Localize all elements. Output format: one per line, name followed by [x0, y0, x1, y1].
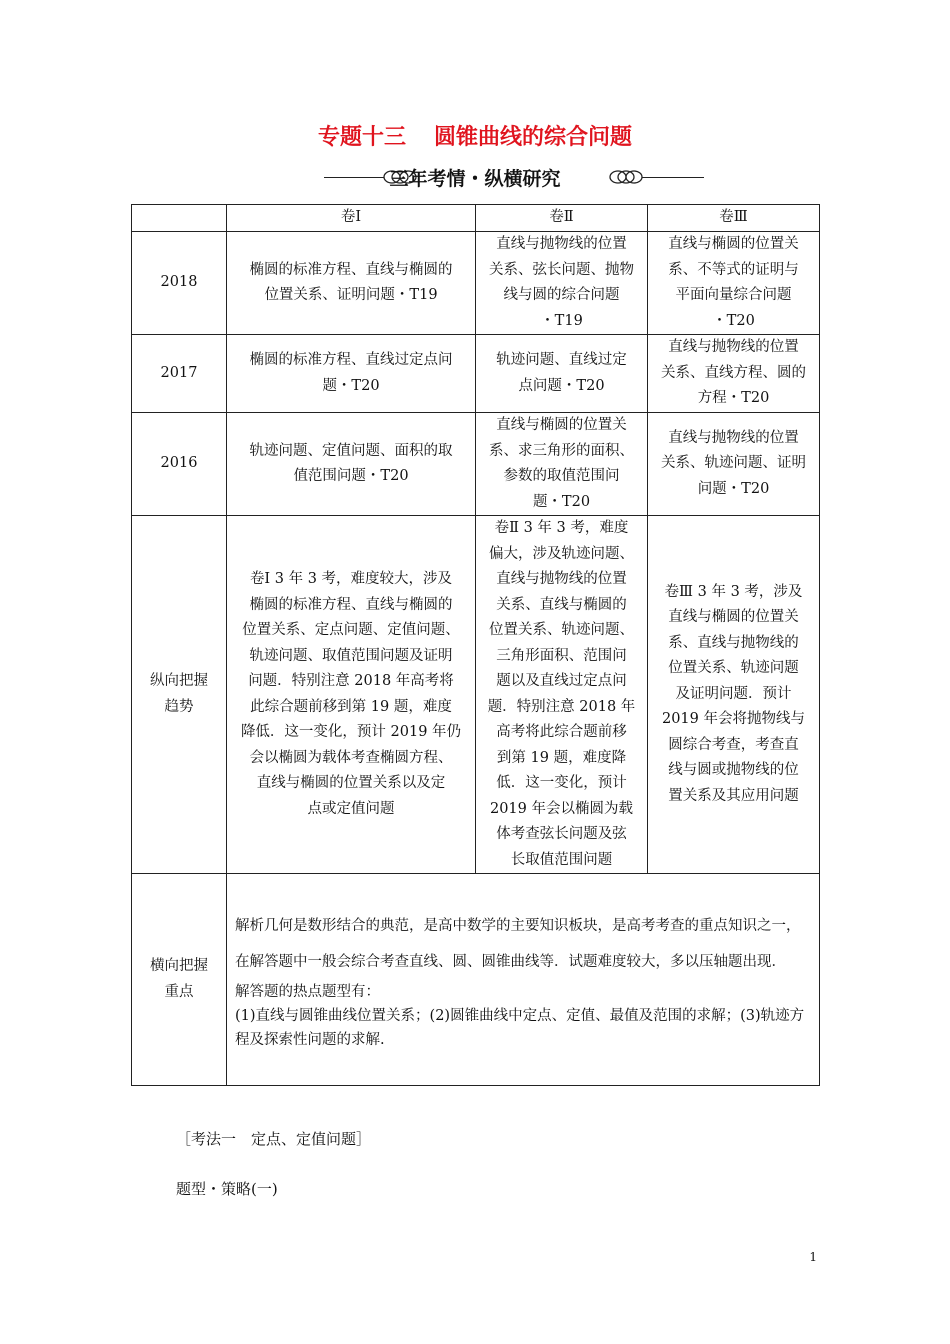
paper3-cell: 直线与抛物线的位置 关系、直线方程、圆的 方程・T20 — [648, 335, 820, 413]
trend-paper3-cell: 卷Ⅲ 3 年 3 考，涉及 直线与椭圆的位置关 系、直线与抛物线的 位置关系、轨迹问题 及证明问题．预计 2019 年会将抛物线与 圆综合考查，考查直 线与圆或抛物线的位 置关系及其应用问题 — [648, 516, 820, 874]
banner-right-rule — [642, 177, 704, 178]
header-cell-paper3: 卷Ⅲ — [648, 205, 820, 232]
header-cell-paper2: 卷Ⅱ — [476, 205, 648, 232]
section-banner — [0, 162, 950, 192]
section-heading: ［考法一 定点、定值问题］ — [176, 1130, 372, 1148]
banner-text: 三年考情・纵横研究 — [389, 168, 561, 190]
title-part1: 专题十三 — [317, 125, 406, 150]
banner-right-ornament-icon — [608, 169, 644, 185]
header-cell-empty — [132, 205, 227, 232]
trend-label-cell: 纵向把握 趋势 — [132, 516, 227, 874]
trend-paper1-cell: 卷Ⅰ 3 年 3 考，难度较大，涉及 椭圆的标准方程、直线与椭圆的 位置关系、定点问题、定值问题、 轨迹问题、取值范围问题及证明 问题．特别注意 2018 年高考将 此综合题前移到第 19 题，难度 降低．这一变化，预计 2019 年仍 会以椭圆为载体考查椭圆方程、 直线与椭圆的位置关系以及定 点或定值问题 — [227, 516, 476, 874]
sub-heading: 题型・策略(一) — [176, 1180, 278, 1198]
table-header-row — [132, 205, 820, 232]
title-part2: 圆锥曲线的综合问题 — [434, 125, 633, 150]
table-row — [132, 335, 820, 413]
paper2-cell: 直线与椭圆的位置关 系、求三角形的面积、 参数的取值范围问 题・T20 — [476, 413, 648, 516]
trend-row — [132, 516, 820, 874]
paper1-cell: 椭圆的标准方程、直线过定点问 题・T20 — [227, 335, 476, 413]
focus-paragraph-3: (1)直线与圆锥曲线位置关系；(2)圆锥曲线中定点、定值、最值及范围的求解；(3)轨迹方程及探索性问题的求解. — [235, 1007, 805, 1048]
focus-row — [132, 874, 820, 1086]
paper3-cell: 直线与抛物线的位置 关系、轨迹问题、证明 问题・T20 — [648, 413, 820, 516]
paper2-cell: 轨迹问题、直线过定 点问题・T20 — [476, 335, 648, 413]
focus-paragraph-1: 解析几何是数形结合的典范，是高中数学的主要知识板块，是高考考查的重点知识之一，在解答题中一般会综合考查直线、圆、圆锥曲线等．试题难度较大，多以压轴题出现． — [235, 917, 801, 970]
header-cell-paper1: 卷Ⅰ — [227, 205, 476, 232]
focus-content-cell — [227, 874, 820, 1086]
year-cell: 2016 — [132, 413, 227, 516]
year-cell: 2018 — [132, 232, 227, 335]
focus-label-cell: 横向把握 重点 — [132, 874, 227, 1086]
trend-paper2-cell: 卷Ⅱ 3 年 3 考，难度 偏大，涉及轨迹问题、 直线与抛物线的位置 关系、直线与椭圆的 位置关系、轨迹问题、 三角形面积、范围问 题以及直线过定点问 题．特别注意 2018 年 高考将此综合题前移 到第 19 题，难度降 低．这一变化，预计 2019 年会以椭圆为载 体考查弦长问题及弦 长取值范围问题 — [476, 516, 648, 874]
paper2-cell: 直线与抛物线的位置 关系、弦长问题、抛物 线与圆的综合问题 ・T19 — [476, 232, 648, 335]
focus-paragraph-2: 解答题的热点题型有： — [235, 983, 380, 1000]
year-cell: 2017 — [132, 335, 227, 413]
page-number: 1 — [809, 1250, 817, 1264]
paper1-cell: 椭圆的标准方程、直线与椭圆的 位置关系、证明问题・T19 — [227, 232, 476, 335]
page-title — [0, 120, 950, 151]
exam-analysis-table — [131, 204, 820, 1086]
paper3-cell: 直线与椭圆的位置关 系、不等式的证明与 平面向量综合问题 ・T20 — [648, 232, 820, 335]
table-row — [132, 232, 820, 335]
table-row — [132, 413, 820, 516]
paper1-cell: 轨迹问题、定值问题、面积的取 值范围问题・T20 — [227, 413, 476, 516]
